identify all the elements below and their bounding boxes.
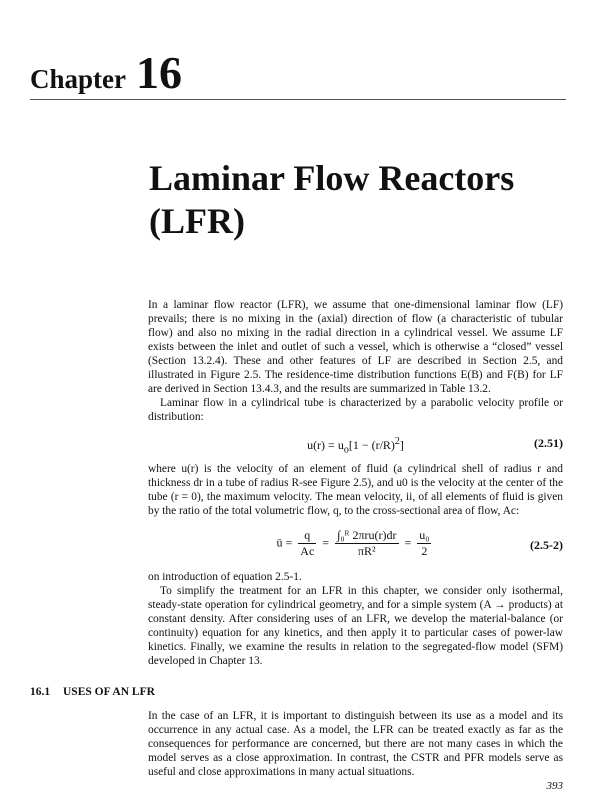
section-title: USES OF AN LFR — [63, 686, 155, 698]
chapter-number: 16 — [136, 47, 182, 98]
velocity-definition-text — [148, 462, 563, 518]
chapter-label: Chapter — [30, 64, 126, 94]
equation-2-number: (2.5-2) — [530, 538, 563, 552]
equation-1-expression: $u(r) = u_o[1 - (r/R)^2]$ — [307, 436, 404, 456]
equation-2-5-2 — [148, 528, 563, 564]
page-number: 393 — [546, 780, 563, 792]
section-heading — [30, 686, 155, 698]
page-title — [149, 157, 514, 243]
section-text — [148, 709, 563, 779]
intro-text — [148, 298, 563, 424]
chapter-rule — [30, 99, 566, 100]
title-line-1: Laminar Flow Reactors — [149, 158, 515, 198]
intro-paragraph-1: In a laminar flow reactor (LFR), we assume that one-dimensional laminar flow (LF) prevails; there is no mixing in the (axial) direction of flow (a characteristic of tubular flow) and also no mixing in the radial direction in a cylindrical vessel. We assume LF exists between the inlet and outlet of such a vessel, which is otherwise a “closed” vessel (Section 13.2.4). These and other features of LF are described in Section 2.5, and illustrated in Figure 2.5. The residence-time distribution functions E(B) and F(B) for LF are derived in Section 13.4.3, and the results are summarized in Table 13.2. — [148, 299, 563, 395]
equation-1-number: (2.51) — [534, 436, 563, 450]
intro-paragraph-2: Laminar flow in a cylindrical tube is characterized by a parabolic velocity profile or distribution: — [148, 397, 563, 423]
equation-2-expression: ū = $\frac{q}{Ac}$ = $\frac{\text{∫₀ᴿ 2πru(r)dr}}{\text{πR²}}$ = $\frac{\text{u₀}}{2}$ — [276, 528, 430, 558]
section-paragraph: In the case of an LFR, it is important to distinguish between its use as a model and its occurrence in any actual case. As a model, the LFR can be treated exactly as far as the consequences for performance are concerned, but there are not many cases in which the model serves as a close approximation. In contrast, the CSTR and PFR models serve as useful and close approximations in many actual situations. — [148, 710, 563, 778]
paragraph-eq-reference: on introduction of equation 2.5-1. — [148, 571, 302, 583]
simplification-text — [148, 570, 563, 668]
title-line-2: (LFR) — [149, 201, 245, 241]
chapter-heading — [30, 47, 182, 98]
equation-2-5-1 — [148, 436, 563, 454]
section-number: 16.1 — [30, 686, 51, 698]
paragraph-simplify: To simplify the treatment for an LFR in this chapter, we consider only isothermal, steady-state operation for cylindrical geometry, and for a simple system (A → products) at constant density. After considering uses of an LFR, we develop the material-balance (or continuity) equation for any kinetics, and then apply it to particular cases of power-law kinetics. Finally, we examine the results in relation to the segregated-flow model (SFM) developed in Chapter 13. — [148, 585, 563, 667]
paragraph-after-eq1: where u(r) is the velocity of an element of fluid (a cylindrical shell of radius r and thickness dr in a tube of radius R-see Figure 2.5), and u0 is the velocity at the center of the tube (r = 0), the maximum velocity. The mean velocity, ii, of all elements of fluid is given by the ratio of the total volumetric flow, q, to the cross-sectional area of flow, Ac: — [148, 463, 563, 517]
